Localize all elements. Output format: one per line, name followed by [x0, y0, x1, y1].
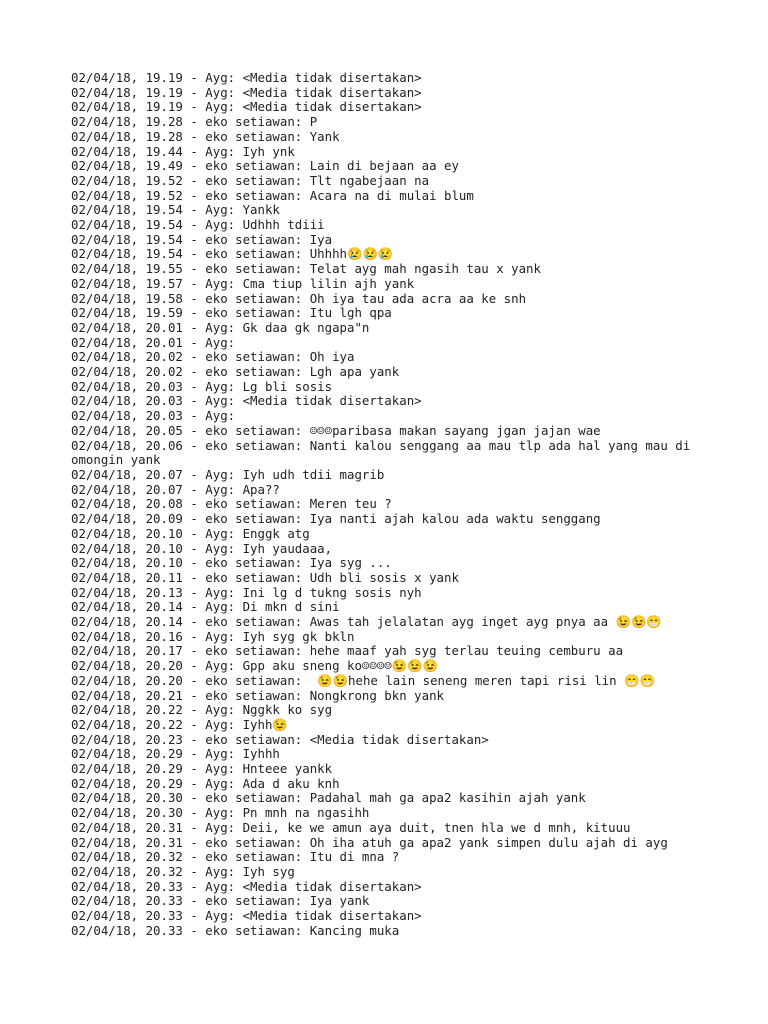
chat-line: 02/04/18, 19.55 - eko setiawan: Telat ayg mah ngasih tau x yank	[71, 261, 541, 277]
chat-line: 02/04/18, 20.30 - eko setiawan: Padahal mah ga apa2 kasihin ajah yank	[71, 790, 586, 806]
chat-line: 02/04/18, 20.17 - eko setiawan: hehe maaf yah syg terlau teuing cemburu aa	[71, 643, 624, 659]
chat-line: 02/04/18, 20.29 - Ayg: Ada d aku knh	[71, 775, 340, 791]
chat-line: 02/04/18, 20.05 - eko setiawan: ☺☺☺paribasa makan sayang jgan jajan wae	[71, 422, 601, 438]
chat-line: 02/04/18, 20.31 - Ayg: Deii, ke we amun aya duit, tnen hla we d mnh, kituuu	[71, 819, 631, 835]
chat-line: 02/04/18, 19.19 - Ayg: <Media tidak disertakan>	[71, 84, 422, 100]
chat-line: 02/04/18, 20.33 - Ayg: <Media tidak disertakan>	[71, 878, 422, 894]
chat-line: 02/04/18, 20.20 - eko setiawan: 😉😉hehe lain seneng meren tapi risi lin 😁😁	[71, 672, 655, 688]
chat-line: 02/04/18, 20.07 - Ayg: Iyh udh tdii magrib	[71, 466, 385, 482]
chat-line: 02/04/18, 20.22 - Ayg: Iyhh😉	[71, 716, 288, 732]
chat-line: 02/04/18, 20.30 - Ayg: Pn mnh na ngasihh	[71, 805, 370, 821]
chat-line: 02/04/18, 20.33 - eko setiawan: Kancing muka	[71, 922, 400, 938]
chat-line: 02/04/18, 19.52 - eko setiawan: Acara na di mulai blum	[71, 187, 474, 203]
chat-line: 02/04/18, 19.28 - eko setiawan: Yank	[71, 128, 340, 144]
chat-line: 02/04/18, 19.49 - eko setiawan: Lain di bejaan aa ey	[71, 158, 459, 174]
chat-line: 02/04/18, 20.23 - eko setiawan: <Media tidak disertakan>	[71, 731, 489, 747]
chat-line: 02/04/18, 20.20 - Ayg: Gpp aku sneng ko☺☺☺☺😉😉😉	[71, 658, 439, 674]
chat-line: 02/04/18, 19.28 - eko setiawan: P	[71, 114, 318, 130]
chat-line: 02/04/18, 19.19 - Ayg: <Media tidak disertakan>	[71, 70, 422, 85]
chat-line: 02/04/18, 20.03 - Ayg: Lg bli sosis	[71, 378, 333, 394]
chat-line: 02/04/18, 20.33 - eko setiawan: Iya yank	[71, 893, 370, 909]
chat-line: 02/04/18, 20.03 - Ayg:	[71, 408, 236, 424]
chat-line: 02/04/18, 19.54 - Ayg: Udhhh tdiii	[71, 217, 325, 233]
chat-line: 02/04/18, 20.10 - eko setiawan: Iya syg ...	[71, 555, 392, 571]
chat-line: 02/04/18, 20.29 - Ayg: Iyhhh	[71, 746, 280, 762]
chat-line: 02/04/18, 20.32 - Ayg: Iyh syg	[71, 863, 295, 879]
chat-line: 02/04/18, 20.33 - Ayg: <Media tidak disertakan>	[71, 908, 422, 924]
chat-line: 02/04/18, 20.08 - eko setiawan: Meren teu ?	[71, 496, 392, 512]
chat-line: 02/04/18, 20.02 - eko setiawan: Oh iya	[71, 349, 355, 365]
chat-line: 02/04/18, 20.13 - Ayg: Ini lg d tukng sosis nyh	[71, 584, 422, 600]
chat-line: 02/04/18, 19.19 - Ayg: <Media tidak disertakan>	[71, 99, 422, 115]
chat-line: 02/04/18, 20.29 - Ayg: Hnteee yankk	[71, 761, 333, 777]
chat-line: 02/04/18, 20.22 - Ayg: Nggkk ko syg	[71, 702, 333, 718]
chat-line: 02/04/18, 20.07 - Ayg: Apa??	[71, 481, 280, 497]
chat-line: 02/04/18, 20.14 - Ayg: Di mkn d sini	[71, 599, 340, 615]
chat-log	[71, 71, 711, 938]
chat-line: 02/04/18, 20.32 - eko setiawan: Itu di mna ?	[71, 849, 400, 865]
chat-line: 02/04/18, 20.11 - eko setiawan: Udh bli sosis x yank	[71, 569, 459, 585]
chat-line: 02/04/18, 19.57 - Ayg: Cma tiup lilin ajh yank	[71, 275, 415, 291]
chat-line: 02/04/18, 20.14 - eko setiawan: Awas tah jelalatan ayg inget ayg pnya aa 😉😉😁	[71, 614, 662, 630]
chat-line: 02/04/18, 20.01 - Ayg:	[71, 334, 236, 350]
chat-line: 02/04/18, 19.54 - Ayg: Yankk	[71, 202, 280, 218]
chat-line: 02/04/18, 20.31 - eko setiawan: Oh iha atuh ga apa2 yank simpen dulu ajah di ayg	[71, 834, 668, 850]
chat-line: 02/04/18, 20.10 - Ayg: Enggk atg	[71, 525, 310, 541]
chat-line: 02/04/18, 19.58 - eko setiawan: Oh iya tau ada acra aa ke snh	[71, 290, 527, 306]
chat-line: 02/04/18, 20.21 - eko setiawan: Nongkrong bkn yank	[71, 687, 444, 703]
chat-line: 02/04/18, 20.01 - Ayg: Gk daa gk ngapa"n	[71, 319, 370, 335]
chat-line: 02/04/18, 19.52 - eko setiawan: Tlt ngabejaan na	[71, 172, 430, 188]
chat-line: 02/04/18, 20.09 - eko setiawan: Iya nanti ajah kalou ada waktu senggang	[71, 511, 601, 527]
chat-line: 02/04/18, 19.44 - Ayg: Iyh ynk	[71, 143, 295, 159]
chat-line: 02/04/18, 19.59 - eko setiawan: Itu lgh qpa	[71, 305, 392, 321]
chat-line: 02/04/18, 19.54 - eko setiawan: Iya	[71, 231, 333, 247]
chat-line: 02/04/18, 20.10 - Ayg: Iyh yaudaaa,	[71, 540, 333, 556]
chat-line: 02/04/18, 19.54 - eko setiawan: Uhhhh😢😢😢	[71, 246, 394, 262]
chat-line: 02/04/18, 20.03 - Ayg: <Media tidak disertakan>	[71, 393, 422, 409]
chat-line: 02/04/18, 20.16 - Ayg: Iyh syg gk bkln	[71, 628, 355, 644]
chat-line: 02/04/18, 20.02 - eko setiawan: Lgh apa yank	[71, 364, 400, 380]
chat-line: 02/04/18, 20.06 - eko setiawan: Nanti kalou senggang aa mau tlp ada hal yang mau di omongin yank	[71, 437, 698, 468]
